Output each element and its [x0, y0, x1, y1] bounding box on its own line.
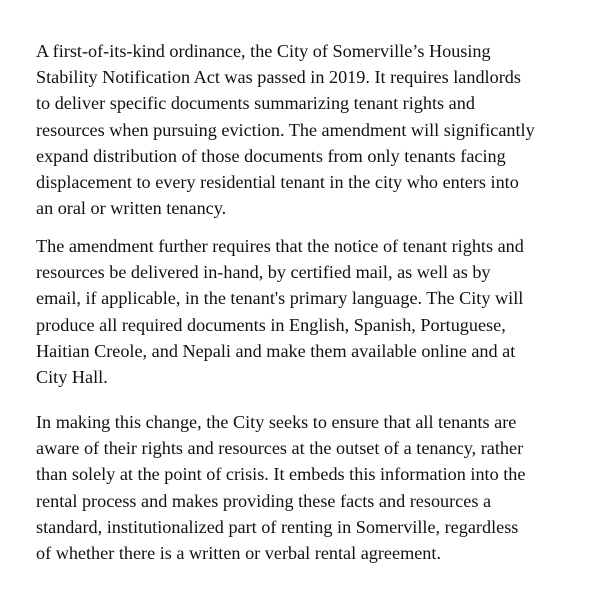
- paragraph-ordinance-summary: A first-of-its-kind ordinance, the City of Somerville’s Housing Stability Notification Act was passed in 2019. It requires landlords to deliver specific documents summarizing tenant rights and resources when pursuing eviction. The amendment will significantly expand distribution of those documents from only tenants facing displacement to every residential tenant in the city who enters into an oral or written tenancy.: [36, 41, 535, 219]
- paragraph-delivery-requirements: The amendment further requires that the notice of tenant rights and resources be delivered in-hand, by certified mail, as well as by email, if applicable, in the tenant's primary language. The City will produce all required documents in English, Spanish, Portuguese, Haitian Creole, and Nepali and make them available online and at City Hall.: [36, 236, 524, 388]
- paragraph-purpose: In making this change, the City seeks to ensure that all tenants are aware of their rights and resources at the outset of a tenancy, rather than solely at the point of crisis. It embeds this information into the rental process and makes providing these facts and resources a standard, institutionalized part of renting in Somerville, regardless of whether there is a written or verbal rental agreement.: [36, 412, 526, 564]
